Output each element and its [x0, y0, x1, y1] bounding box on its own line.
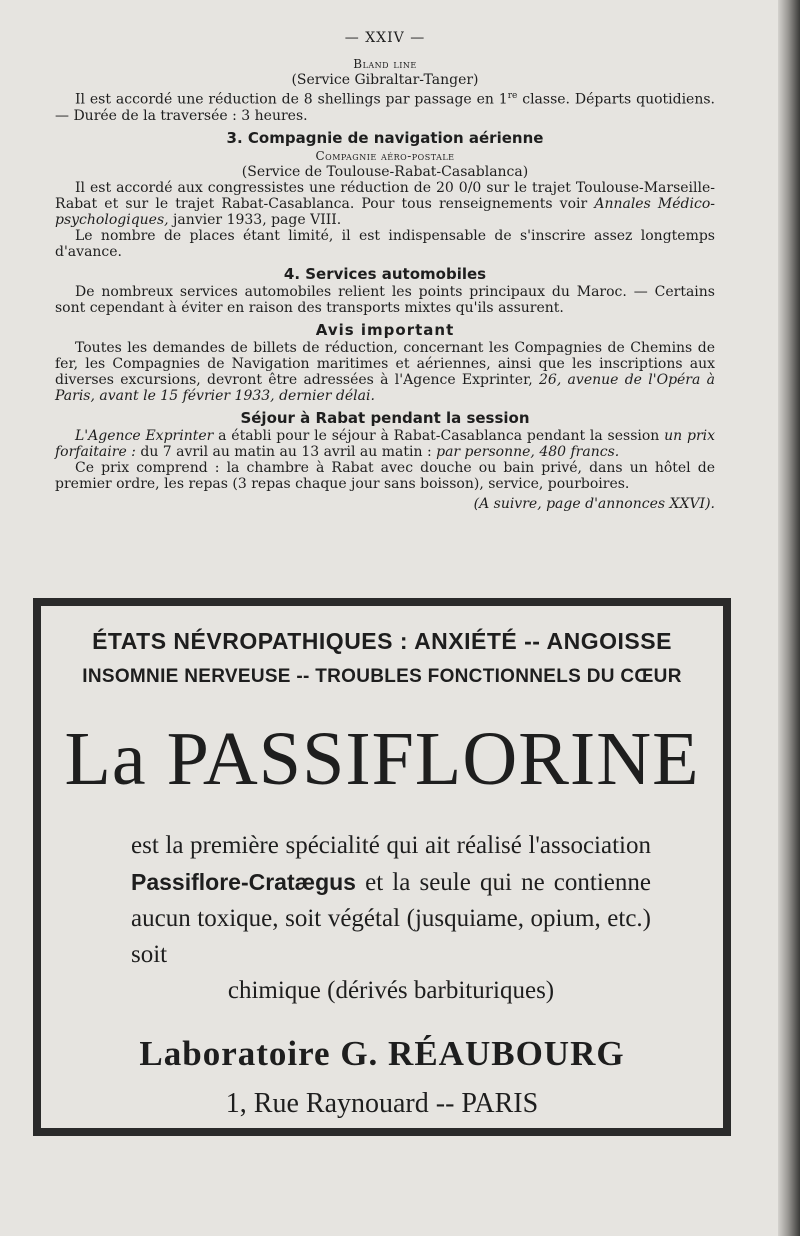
- ad-desc-bold: Passiflore-Cratægus: [131, 869, 356, 895]
- bland-text-b: classe. Départs quotidiens. — Durée de la traversée : 3 heures.: [55, 91, 715, 124]
- bland-text-sup: re: [507, 91, 518, 101]
- ad-desc-body: [131, 828, 651, 973]
- passiflorine-advertisement: [33, 598, 731, 1136]
- bland-line-title: Bland line: [353, 57, 417, 71]
- bland-line-text: [55, 88, 715, 124]
- air-p1-a: Il est accordé aux congressistes une réduction de 20 0/0 sur le trajet Toulouse-Marseille-Rabat et sur le trajet Rabat-Casablanca. Pour tous renseignements voir: [55, 179, 715, 212]
- page-number: — XXIV —: [344, 30, 426, 46]
- sejour-paragraph-2: Ce prix comprend : la chambre à Rabat avec douche ou bain privé, dans un hôtel de premier ordre, les repas (3 repas chaque jour sans boisson), service, pourboires.: [55, 459, 715, 492]
- sejour-p1-i1: L'Agence Exprinter: [75, 427, 214, 444]
- sejour-p1-i2: un prix forfaitaire :: [55, 427, 716, 460]
- bland-text-a: Il est accordé une réduction de 8 shellings par passage en 1: [75, 91, 508, 108]
- avis-section-title: Avis important: [315, 320, 455, 339]
- air-paragraph-1: [55, 180, 715, 228]
- sejour-section-title: Séjour à Rabat pendant la session: [240, 408, 530, 427]
- ad-brand-name: La PASSIFLORINE: [64, 717, 700, 801]
- ad-address: 1, Rue Raynouard -- PARIS: [225, 1088, 539, 1119]
- ad-laboratory: Laboratoire G. RÉAUBOURG: [139, 1034, 625, 1073]
- air-section-title: 3. Compagnie de navigation aérienne: [226, 128, 544, 147]
- air-paragraph-2: Le nombre de places étant limité, il est indispensable de s'inscrire assez longtemps d'avance.: [55, 227, 715, 260]
- ad-desc-b: et la seule qui ne contienne aucun toxique, soit végétal (jusquiame, opium, etc.) soit: [131, 869, 651, 968]
- ad-description: [131, 828, 651, 1009]
- continued-note: (A suivre, page d'annonces XXVI).: [473, 495, 715, 512]
- air-company: Compagnie aéro-postale: [315, 148, 455, 163]
- ad-desc-last: chimique (dérivés barbituriques): [227, 977, 555, 1004]
- sejour-paragraph-1: [55, 428, 715, 460]
- avis-paragraph: [55, 340, 715, 404]
- avis-text-a: Toutes les demandes de billets de réduction, concernant les Compagnies de Chemins de fer, les Compagnies de Navigation maritimes et aériennes, ainsi que les inscriptions aux diverses excursions, devront être adressées à l'Agence Exprinter,: [55, 339, 715, 388]
- ad-headline-1: ÉTATS NÉVROPATHIQUES : ANXIÉTÉ -- ANGOISSE: [92, 628, 672, 654]
- air-p1-italic: Annales Médico-psychologiques,: [55, 195, 715, 228]
- page-text: [55, 30, 715, 512]
- auto-paragraph: De nombreux services automobiles relient les points principaux du Maroc. — Certains sont cependant à éviter en raison des transports mixtes qu'ils assurent.: [55, 283, 715, 316]
- sejour-p1-a: a établi pour le séjour à Rabat-Casablanca pendant la session: [213, 427, 665, 444]
- ad-headline-2: INSOMNIE NERVEUSE -- TROUBLES FONCTIONNELS DU CŒUR: [82, 666, 682, 687]
- auto-section-title: 4. Services automobiles: [283, 264, 487, 283]
- book-spine-shadow: [778, 0, 800, 1236]
- sejour-p1-b: du 7 avril au matin au 13 avril au matin :: [135, 443, 437, 460]
- air-p1-b: janvier 1933, page VIII.: [168, 211, 342, 228]
- air-subtitle: (Service de Toulouse-Rabat-Casablanca): [241, 163, 529, 180]
- ad-desc-a: est la première spécialité qui ait réalisé l'association: [131, 832, 651, 859]
- sejour-p1-i3: par personne, 480 francs.: [436, 443, 620, 460]
- bland-line-subtitle: (Service Gibraltar-Tanger): [291, 72, 479, 88]
- avis-text-italic: 26, avenue de l'Opéra à Paris, avant le 15 février 1933, dernier délai.: [55, 371, 715, 404]
